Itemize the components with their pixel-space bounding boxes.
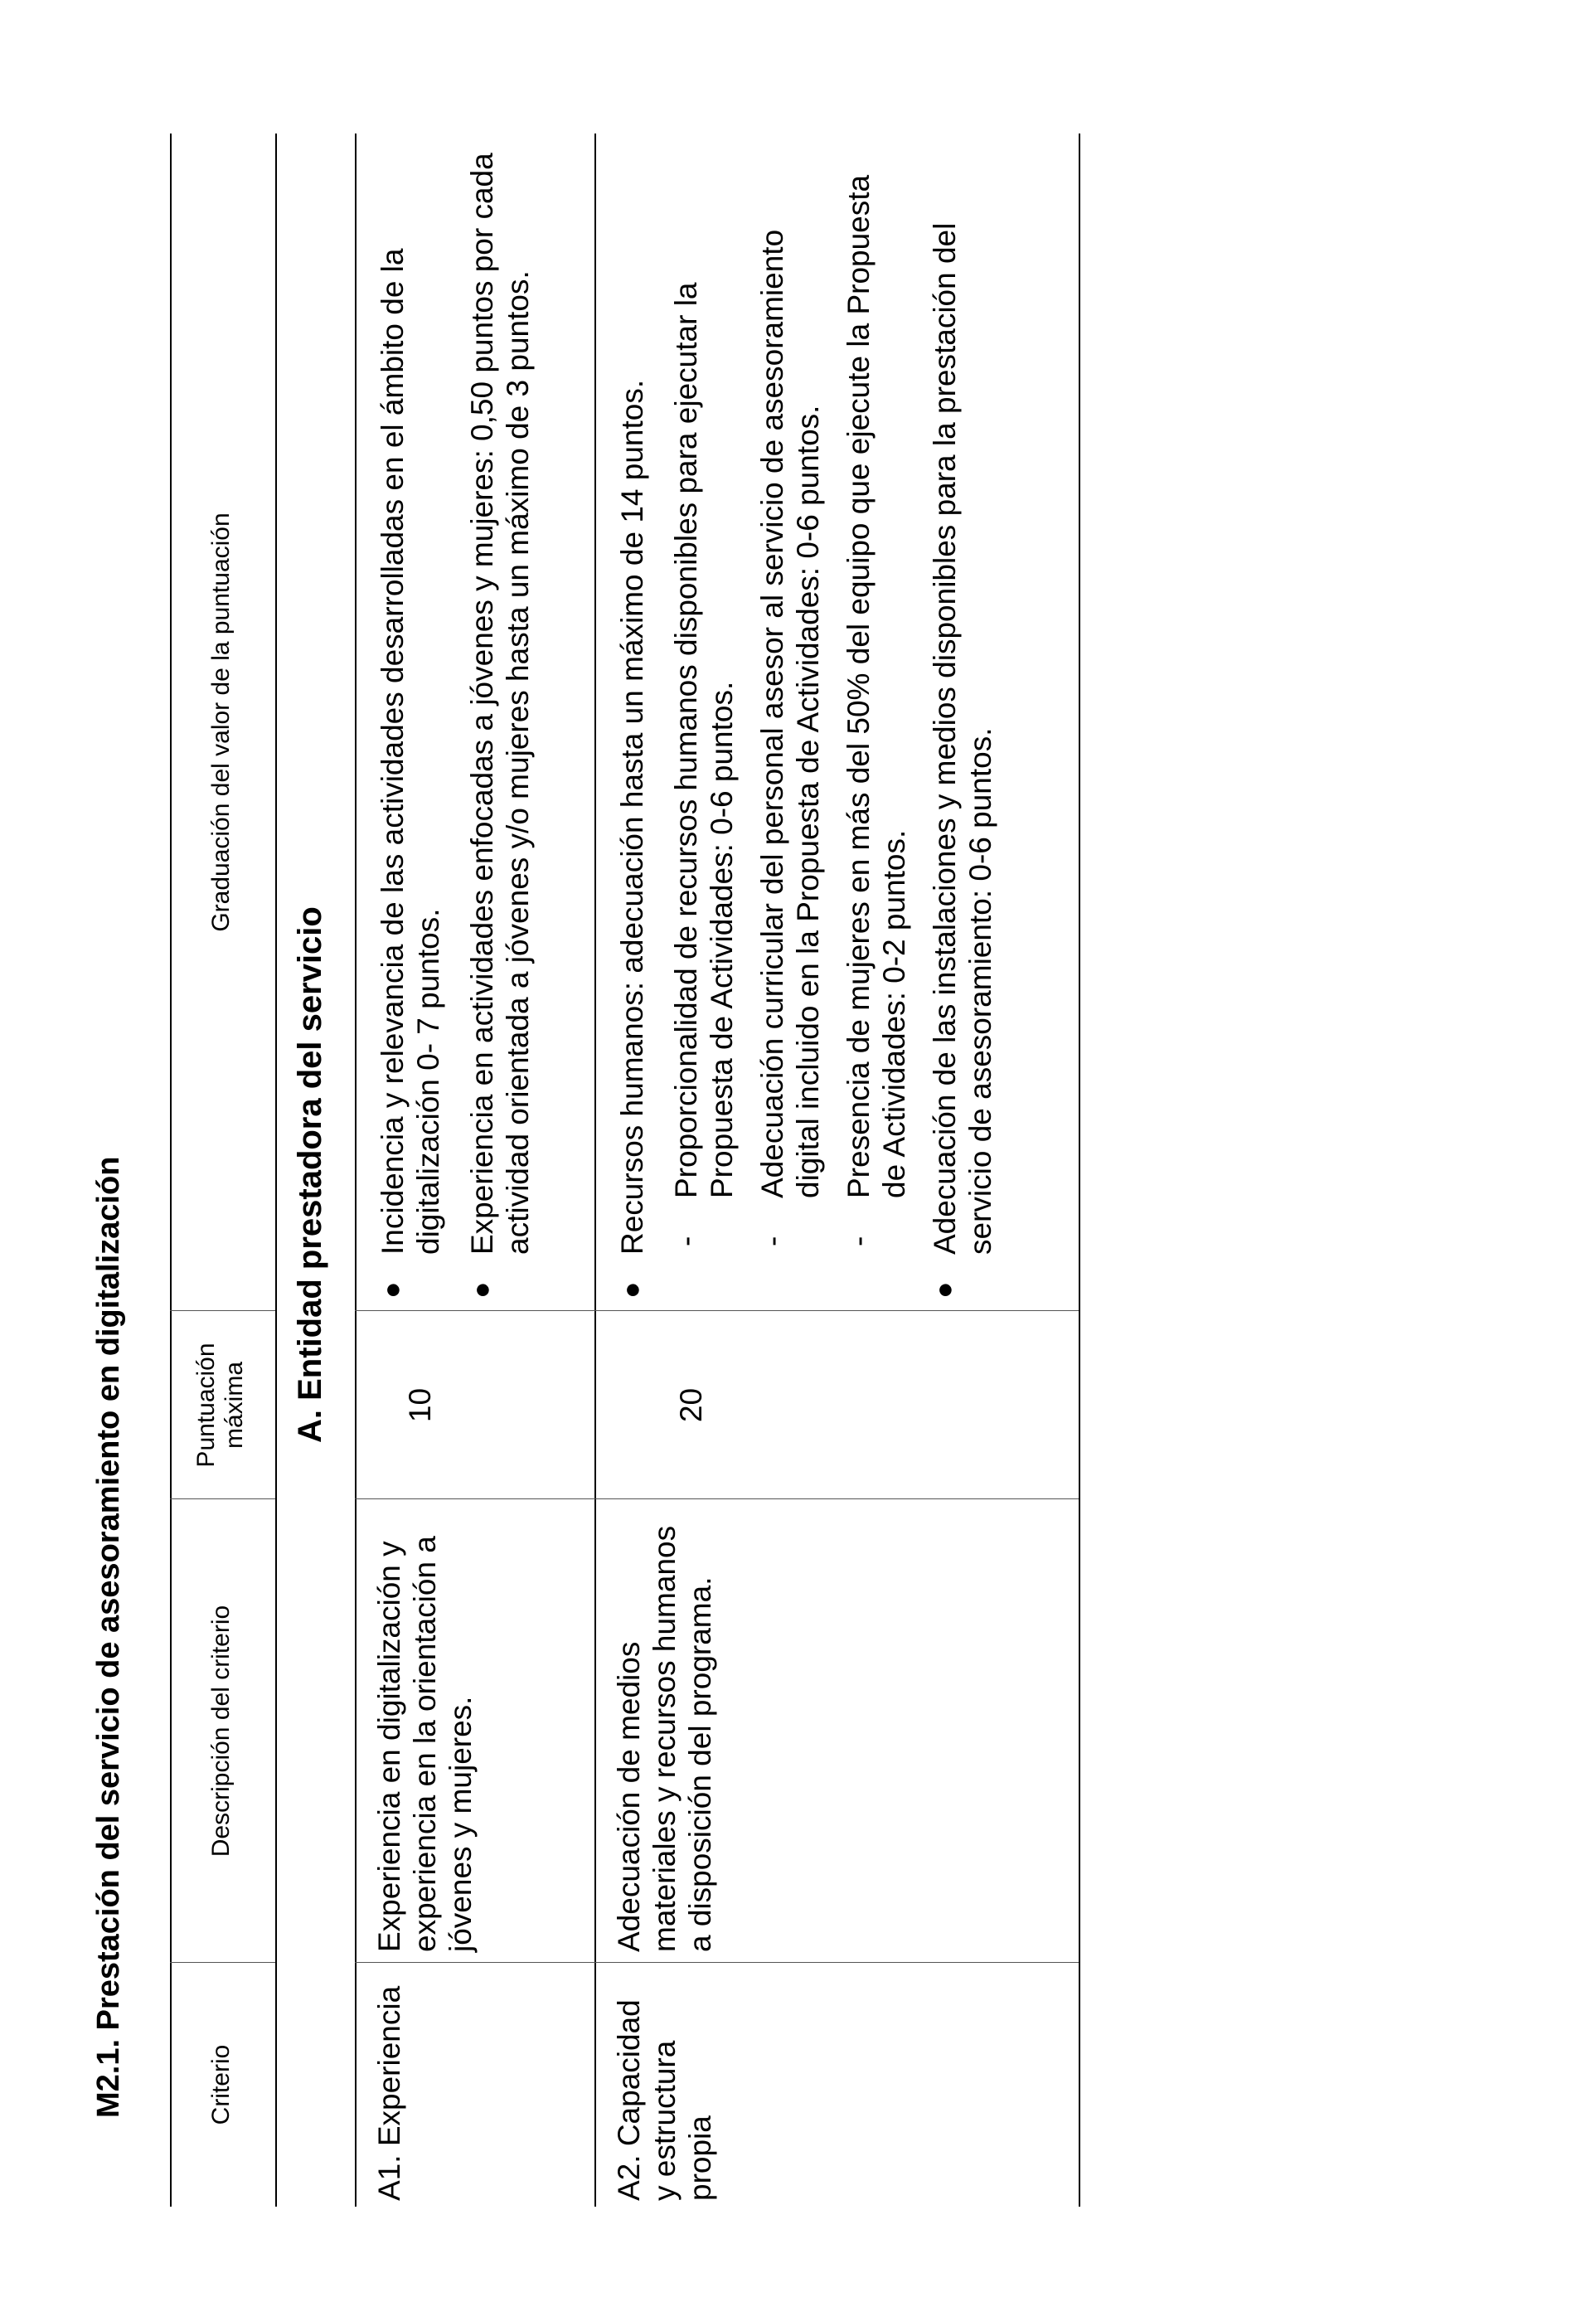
header-graduacion: Graduación del valor de la puntuación <box>207 512 235 932</box>
row-a1-descripcion: Experiencia en digitalización y experiencia en la orientación a jóvenes y mujeres. <box>372 1536 478 1952</box>
col-divider <box>355 1498 1079 1499</box>
header-bottom-rule <box>275 134 277 2207</box>
list-item: ● Recursos humanos: adecuación hasta un máximo de 14 puntos. <box>615 379 649 1299</box>
section-heading: A. Entidad prestadora del servicio <box>292 906 328 1443</box>
header-criterio: Criterio <box>207 2044 235 2125</box>
row-a1-graduacion <box>375 146 554 1303</box>
row-a2-puntuacion: 20 <box>674 1387 708 1423</box>
row-a2-descripcion: Adecuación de medios materiales y recursos humanos a disposición del programa. <box>612 1525 717 1952</box>
table-bottom-rule <box>1079 134 1080 2207</box>
dash-icon: - <box>842 1236 876 1246</box>
sub-list-item: - Presencia de mujeres en más del 50% del equipo que ejecute la Propuesta de Actividades: 0-2 puntos. <box>842 174 911 1246</box>
row-a1-bottom-rule <box>594 134 596 2207</box>
bullet-icon: ● <box>616 1281 648 1299</box>
dash-icon: - <box>669 1236 703 1246</box>
row-a2-graduacion <box>614 146 1016 1303</box>
row-a2-criterio: A2. Capacidad y estructura propia <box>612 1999 717 2201</box>
table-top-rule <box>170 134 172 2207</box>
bullet-icon: ● <box>466 1281 497 1299</box>
row-a1-criterio: A1. Experiencia <box>372 1985 406 2201</box>
col-divider <box>355 1310 1079 1311</box>
header-descripcion: Descripción del criterio <box>207 1605 235 1858</box>
sub-list-item: - Adecuación curricular del personal asesor al servicio de asesoramiento digital incluido en la Propuesta de Actividades: 0-6 puntos. <box>755 229 825 1246</box>
sub-list-item: - Proporcionalidad de recursos humanos disponibles para ejecutar la Propuesta de Actividades: 0-6 puntos. <box>669 282 739 1246</box>
bullet-icon: ● <box>929 1281 960 1299</box>
list-item: ● Experiencia en actividades enfocadas a jóvenes y mujeres: 0,50 puntos por cada actividad orientada a jóvenes y/o mujeres hasta un máximo de 3 puntos. <box>465 153 535 1299</box>
section-bottom-rule <box>355 134 357 2207</box>
bullet-icon: ● <box>376 1281 408 1299</box>
list-item: ● Incidencia y relevancia de las actividades desarrolladas en el ámbito de la digitalización 0- 7 puntos. <box>376 248 445 1299</box>
col-divider <box>355 1962 1079 1963</box>
page-title: M2.1. Prestación del servicio de asesoramiento en digitalización <box>91 1156 126 2118</box>
list-item: ● Adecuación de las instalaciones y medios disponibles para la prestación del servicio de asesoramiento: 0-6 puntos. <box>928 222 997 1299</box>
dash-icon: - <box>755 1236 789 1246</box>
row-a1-puntuacion: 10 <box>403 1387 437 1423</box>
header-puntuacion: Puntuación máxima <box>192 1343 248 1468</box>
